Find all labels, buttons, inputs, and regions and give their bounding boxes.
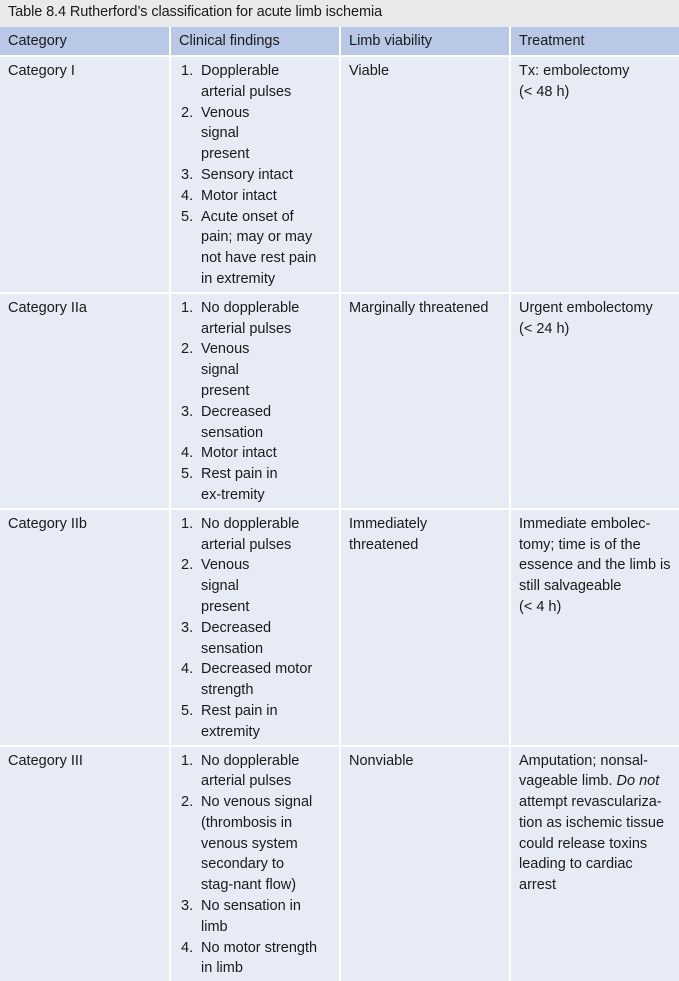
treatment-text: Amputation; nonsal-vageable limb.	[519, 753, 648, 790]
finding-item: 2. No venous signal (thrombosis in venous system secondary to stag-nant flow)	[179, 792, 331, 896]
header-category: Category	[0, 27, 170, 56]
findings-cell	[170, 293, 340, 509]
finding-item: 3. Decreased sensation	[179, 618, 331, 660]
treatment-text: attempt revasculariza-tion as ischemic tissue could release toxins leading to cardiac arrest	[519, 794, 664, 893]
header-row	[0, 27, 679, 56]
viability-cell: Immediately threatened	[340, 509, 510, 746]
treatment-line: Immediate embolec-tomy; time is of the essence and the limb is still salvageable	[519, 514, 671, 597]
treatment-cell	[510, 509, 679, 746]
treatment-cell	[510, 56, 679, 293]
findings-list	[179, 298, 331, 506]
header-limb-viability: Limb viability	[340, 27, 510, 56]
finding-item: 4. Motor intact	[179, 186, 331, 207]
category-cell: Category III	[0, 746, 170, 981]
findings-list	[179, 61, 331, 290]
category-cell: Category IIa	[0, 293, 170, 509]
finding-item: 3. Sensory intact	[179, 165, 331, 186]
finding-item: 5. Rest pain in ex-tremity	[179, 464, 331, 506]
treatment-cell	[510, 293, 679, 509]
finding-item: 1. No dopplerable arterial pulses	[179, 514, 331, 556]
treatment-line: Tx: embolectomy	[519, 61, 671, 82]
finding-item: 2. Venous signal present	[179, 555, 331, 617]
table-row	[0, 509, 679, 746]
table-row	[0, 56, 679, 293]
finding-item: 2. Venous signal present	[179, 339, 331, 401]
findings-list	[179, 751, 331, 980]
findings-cell	[170, 746, 340, 981]
finding-item: 3. Decreased sensation	[179, 402, 331, 444]
table-row	[0, 746, 679, 981]
category-cell: Category I	[0, 56, 170, 293]
treatment-line: (< 4 h)	[519, 597, 671, 618]
category-cell: Category IIb	[0, 509, 170, 746]
table-row	[0, 293, 679, 509]
finding-item: 5. Rest pain in extremity	[179, 701, 331, 743]
finding-item: 2. Venous signal present	[179, 103, 331, 165]
finding-item: 4. Motor intact	[179, 443, 331, 464]
viability-cell: Viable	[340, 56, 510, 293]
finding-item: 1. Dopplerable arterial pulses	[179, 61, 331, 103]
findings-list	[179, 514, 331, 743]
finding-item: 4. Decreased motor strength	[179, 659, 331, 701]
treatment-emphasis: Do not	[617, 773, 660, 789]
viability-cell: Nonviable	[340, 746, 510, 981]
treatment-cell	[510, 746, 679, 981]
findings-cell	[170, 56, 340, 293]
classification-table	[0, 27, 679, 981]
finding-item: 1. No dopplerable arterial pulses	[179, 298, 331, 340]
header-clinical-findings: Clinical findings	[170, 27, 340, 56]
header-treatment: Treatment	[510, 27, 679, 56]
treatment-line: (< 24 h)	[519, 319, 671, 340]
treatment-line: (< 48 h)	[519, 82, 671, 103]
finding-item: 1. No dopplerable arterial pulses	[179, 751, 331, 793]
table-caption: Table 8.4 Rutherford’s classification for acute limb ischemia	[0, 0, 679, 27]
finding-item: 5. Acute onset of pain; may or may not have rest pain in extremity	[179, 207, 331, 290]
findings-cell	[170, 509, 340, 746]
treatment-line: Urgent embolectomy	[519, 298, 671, 319]
finding-item: 4. No motor strength in limb	[179, 938, 331, 980]
finding-item: 3. No sensation in limb	[179, 896, 331, 938]
viability-cell: Marginally threatened	[340, 293, 510, 509]
